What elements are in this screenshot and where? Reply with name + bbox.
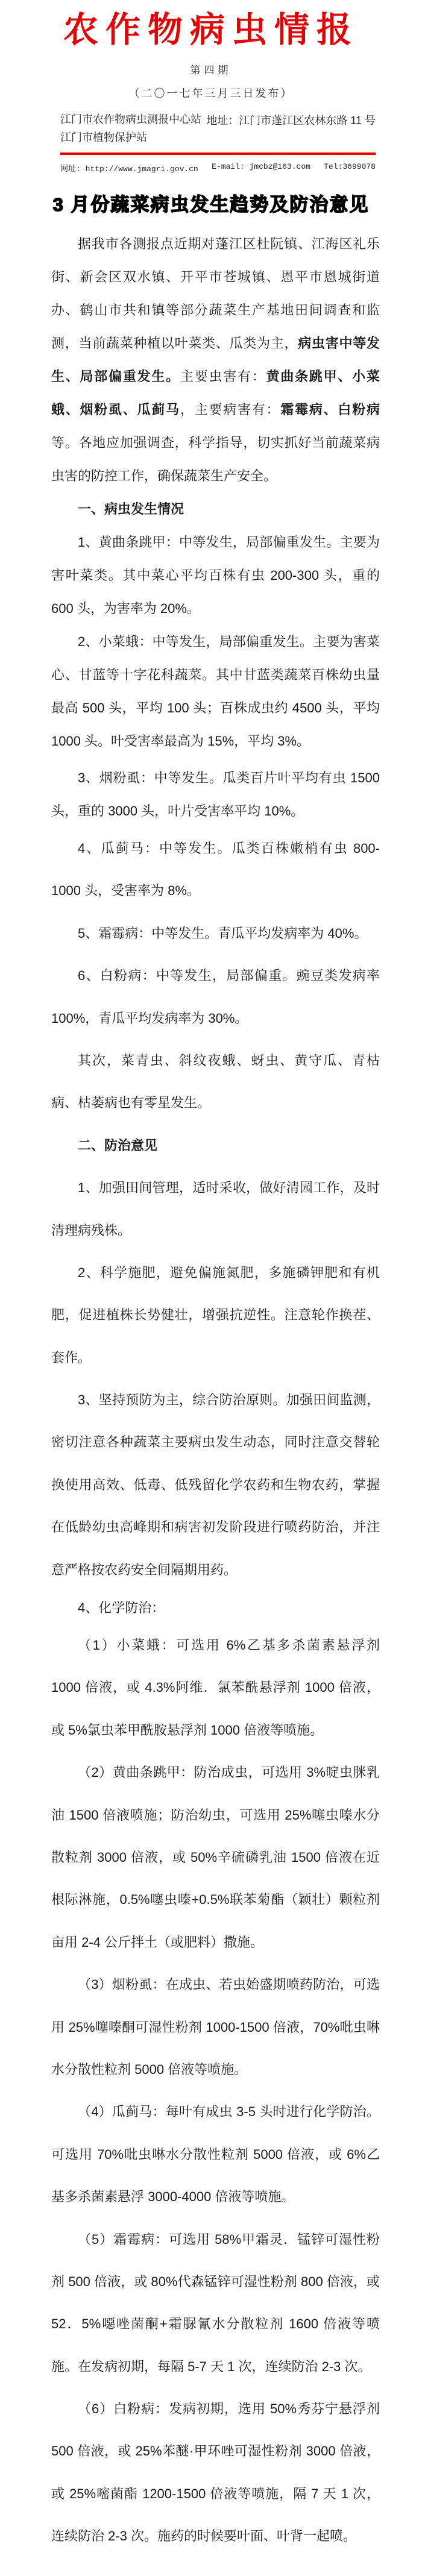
pest-item: 6、白粉病：中等发生，局部偏重。豌豆类发病率 100%，青瓜平均发病率为 30%。 <box>51 968 380 1026</box>
chemical-sub-item: （6）白粉病：发病初期，选用 50%秀芬宁悬浮剂 500 倍液，或 25%苯醚·甲环唑可湿性粉剂 3000 倍液，或 25%嘧菌酯 1200-1500 倍液等喷施，隔 7 天 1 次，连续防治 2-3 次。施药的时候要叶面、叶背一起喷。 <box>51 2401 380 2544</box>
intro-paragraph: 据我市各测报点近期对蓬江区杜阮镇、江海区礼乐街、新会区双水镇、开平市苍城镇、恩平市恩城街道办、鹤山市共和镇等部分蔬菜生产基地田间调查和监测，当前蔬菜种植以叶菜类、瓜类为主，病虫害中等发生、局部偏重发生。主要虫害有：黄曲条跳甲、小菜蛾、烟粉虱、瓜蓟马，主要病害有：霜霉病、白粉病等。各地应加强调查，科学指导，切实抓好当前蔬菜病虫害的防控工作，确保蔬菜生产安全。 <box>51 236 380 483</box>
org-address: 地址：江门市蓬江区农林东路 11 号 <box>206 115 376 127</box>
org-line-1: 江门市农作物病虫测报中心站 <box>60 113 201 125</box>
pest-item: 2、小菜蛾：中等发生，局部偏重发生。主要为害菜心、甘蓝等十字花科蔬菜。其中甘蓝类蔬菜百株幼虫量最高 500 头，平均 100 头；百株成虫约 4500 头，平均 1000 头。叶受害率最高为 15%，平均 3%。 <box>51 634 380 749</box>
pest-item: 4、瓜蓟马：中等发生。瓜类百株嫩梢有虫 800-1000 头，受害率为 8%。 <box>51 841 380 899</box>
control-item: 3、坚持预防为主，综合防治原则。加强田间监测，密切注意各种蔬菜主要病虫发生动态，同时注意交替轮换使用高效、低毒、低残留化学农药和生物农药，掌握在低龄幼虫高峰期和病害初发阶段进行喷药防治，并注意严格按农药安全间隔期用药。 <box>51 1392 380 1577</box>
contact-info-row <box>60 162 376 174</box>
org-line-2: 江门市植物保护站 <box>60 131 147 143</box>
masthead-title: 农作物病虫情报 <box>63 9 359 50</box>
issue-number: 第四期 <box>190 64 232 76</box>
section1-note: 其次，菜青虫、斜纹夜蛾、蚜虫、黄守瓜、青枯病、枯萎病也有零星发生。 <box>51 1052 380 1111</box>
chemical-sub-item: （3）烟粉虱：在成虫、若虫始盛期喷药防治，可选用 25%噻嗪酮可湿性粉剂 1000-1500 倍液，70%吡虫啉水分散性粒剂 5000 倍液等喷施。 <box>51 1977 380 2077</box>
section1-heading: 一、病虫发生情况 <box>78 501 184 517</box>
control-item: 4、化学防治： <box>78 1600 165 1616</box>
article-title: 3 月份蔬菜病虫发生趋势及防治意见 <box>52 194 370 215</box>
red-divider-rule <box>60 152 376 155</box>
chemical-sub-item: （4）瓜蓟马：每叶有成虫 3-5 头时进行化学防治。可选用 70%吡虫啉水分散性粒剂 5000 倍液，或 6%乙基多杀菌素悬浮 3000-4000 倍液等喷施。 <box>51 2104 380 2205</box>
control-item: 1、加强田间管理，适时采收，做好清园工作，及时清理病残株。 <box>51 1180 380 1238</box>
article-body <box>0 216 422 2576</box>
tel-text: Tel:3699078 <box>324 162 376 171</box>
chemical-sub-item: （1）小菜蛾：可选用 6%乙基多杀菌素悬浮剂 1000 倍液，或 4.3%阿维．氯苯酰悬浮剂 1000 倍液，或 5%氯虫苯甲酰胺悬浮剂 1000 倍液等喷施。 <box>51 1638 380 1738</box>
control-item: 2、科学施肥，避免偏施氮肥，多施磷钾肥和有机肥，促进植株长势健壮，增强抗逆性。注意轮作换茬、套作。 <box>51 1264 380 1365</box>
website-text: 网址: http://www.jmagri.gov.cn <box>60 165 198 174</box>
issuing-organizations <box>60 110 201 146</box>
email-text: E-mail: jmcbz@163.com <box>212 162 310 171</box>
masthead <box>0 4 422 174</box>
org-address-row <box>60 110 376 146</box>
section2-heading: 二、防治意见 <box>78 1137 158 1153</box>
pest-item: 5、霜霉病：中等发生。青瓜平均发病率为 40%。 <box>78 925 368 941</box>
chemical-sub-item: （2）黄曲条跳甲：防治成虫，可选用 3%啶虫脒乳油 1500 倍液喷施；防治幼虫，可选用 25%噻虫嗪水分散粒剂 3000 倍液，或 50%辛硫磷乳油 1500 倍液在近根际淋施，0.5%噻虫嗪+0.5%联苯菊酯（颖壮）颗粒剂亩用 2-4 公斤拌土（或肥料）撒施。 <box>51 1765 380 1950</box>
publish-date: （二〇一七年三月三日发布） <box>128 87 294 99</box>
pest-item: 1、黄曲条跳甲：中等发生，局部偏重发生。主要为害叶菜类。其中菜心平均百株有虫 200-300 头，重的 600 头，为害率为 20%。 <box>51 535 380 616</box>
pest-item: 3、烟粉虱：中等发生。瓜类百片叶平均有虫 1500 头，重的 3000 头，叶片受害率平均 10%。 <box>51 770 380 818</box>
chemical-sub-item: （5）霜霉病：可选用 58%甲霜灵．锰锌可湿性粉剂 500 倍液，或 80%代森锰锌可湿性粉剂 800 倍液，或 52．5%噁唑菌酮+霜脲氰水分散粒剂 1600 倍液等喷施。在发病初期，每隔 5-7 天 1 次，连续防治 2-3 次。 <box>51 2231 380 2374</box>
